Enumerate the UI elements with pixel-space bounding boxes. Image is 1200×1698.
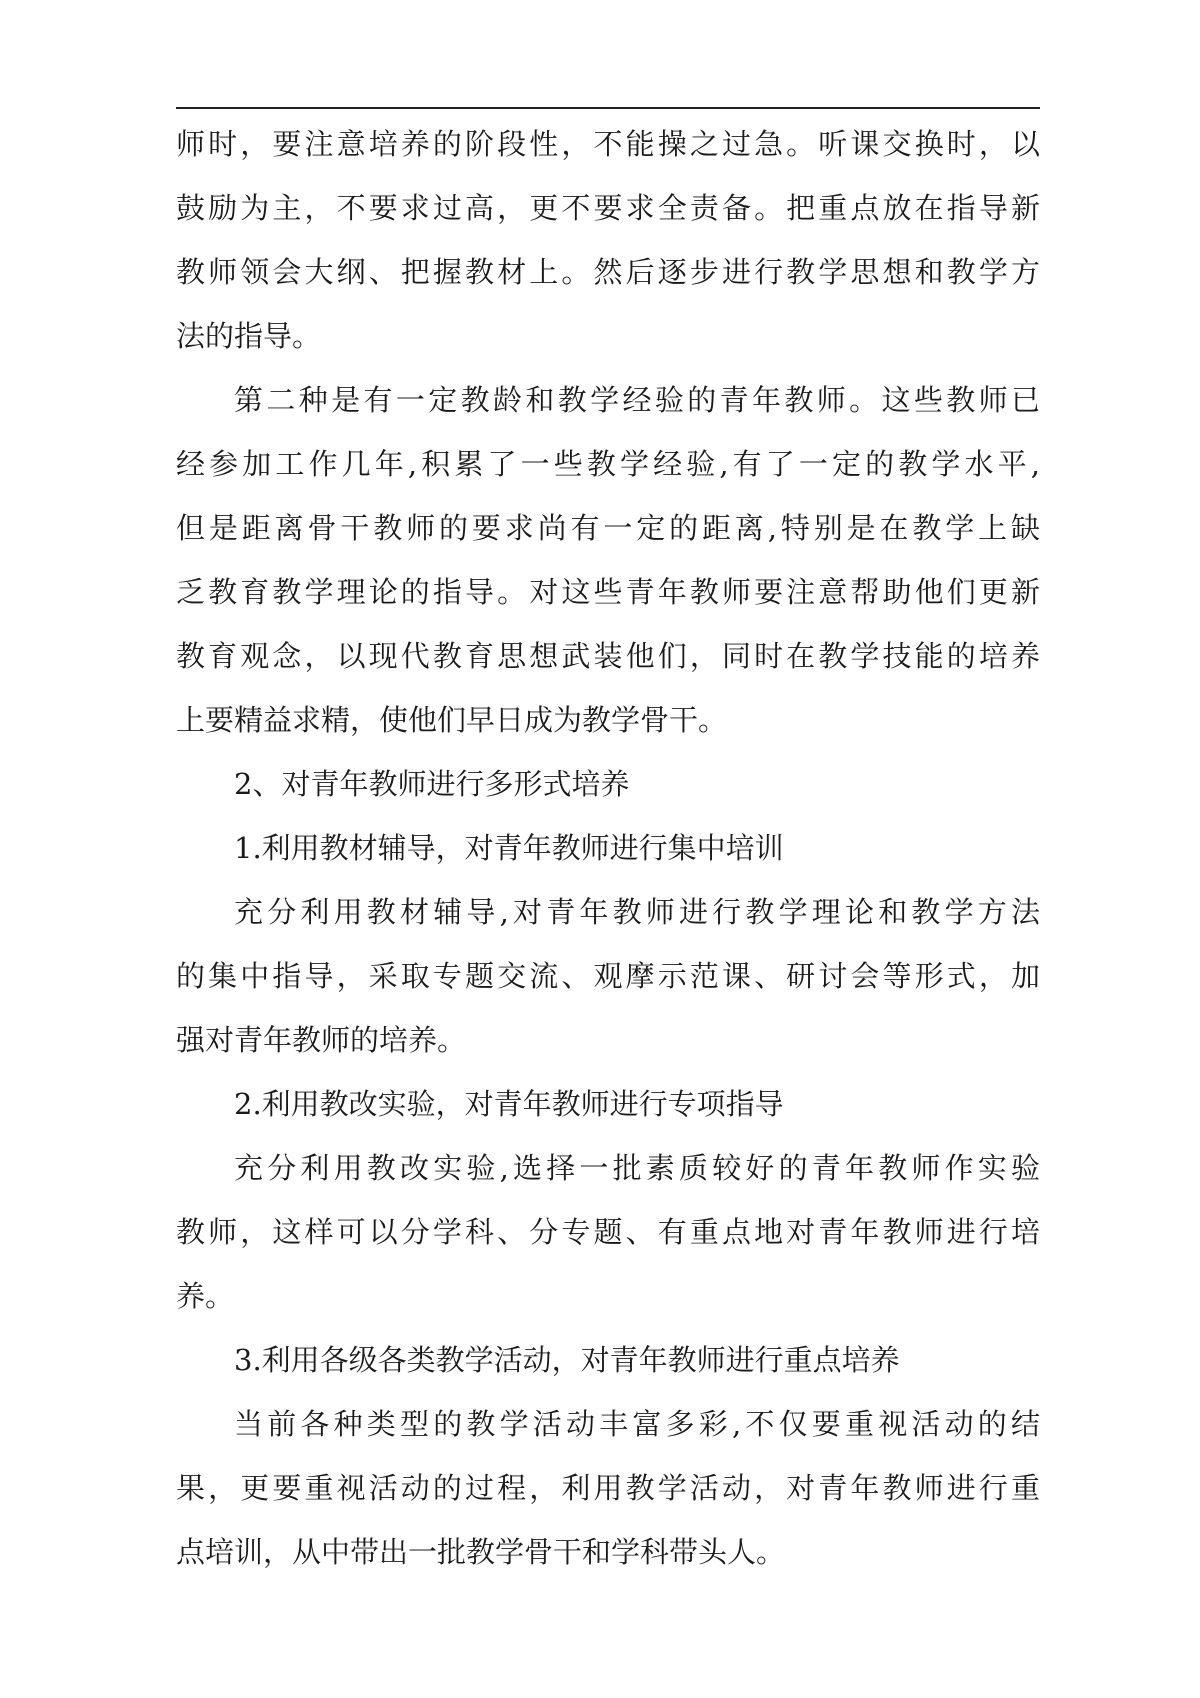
- text-line: 教师领会大纲、把握教材上。然后逐步进行教学思想和教学方: [176, 255, 1040, 289]
- text-line: 上要精益求精，使他们早日成为教学骨干。: [176, 703, 728, 737]
- text-line: 鼓励为主，不要求过高，更不要求全责备。把重点放在指导新: [176, 191, 1040, 225]
- header-rule: [176, 107, 1040, 109]
- text-line: 乏教育教学理论的指导。对这些青年教师要注意帮助他们更新: [176, 575, 1040, 609]
- paragraph-first-line: 当前各种类型的教学活动丰富多彩,不仅要重视活动的结: [234, 1407, 1040, 1441]
- text-line: 教育观念，以现代教育思想武装他们，同时在教学技能的培养: [176, 639, 1040, 673]
- subsection-heading: 3.利用各级各类教学活动，对青年教师进行重点培养: [234, 1343, 900, 1377]
- body-text: [176, 112, 1040, 1584]
- paragraph-first-line: 第二种是有一定教龄和教学经验的青年教师。这些教师已: [234, 383, 1040, 417]
- text-line: 点培训，从中带出一批教学骨干和学科带头人。: [176, 1535, 786, 1569]
- text-line: 教师，这样可以分学科、分专题、有重点地对青年教师进行培: [176, 1215, 1040, 1249]
- text-line: 但是距离骨干教师的要求尚有一定的距离,特别是在教学上缺: [176, 511, 1040, 545]
- text-line: 师时，要注意培养的阶段性，不能操之过急。听课交换时，以: [176, 127, 1040, 161]
- text-line: 果，更要重视活动的过程，利用教学活动，对青年教师进行重: [176, 1471, 1040, 1505]
- paragraph-first-line: 充分利用教材辅导,对青年教师进行教学理论和教学方法: [234, 895, 1040, 929]
- subsection-heading: 2.利用教改实验，对青年教师进行专项指导: [234, 1087, 784, 1121]
- text-line: 经参加工作几年,积累了一些教学经验,有了一定的教学水平,: [176, 447, 1040, 481]
- paragraph-first-line: 充分利用教改实验,选择一批素质较好的青年教师作实验: [234, 1151, 1040, 1185]
- subsection-heading: 1.利用教材辅导，对青年教师进行集中培训: [234, 831, 784, 865]
- text-line: 法的指导。: [176, 319, 322, 353]
- text-line: 的集中指导，采取专题交流、观摩示范课、研讨会等形式，加: [176, 959, 1040, 993]
- section-heading: 2、对青年教师进行多形式培养: [234, 767, 630, 801]
- text-line: 强对青年教师的培养。: [176, 1023, 467, 1057]
- text-line: 养。: [176, 1279, 235, 1313]
